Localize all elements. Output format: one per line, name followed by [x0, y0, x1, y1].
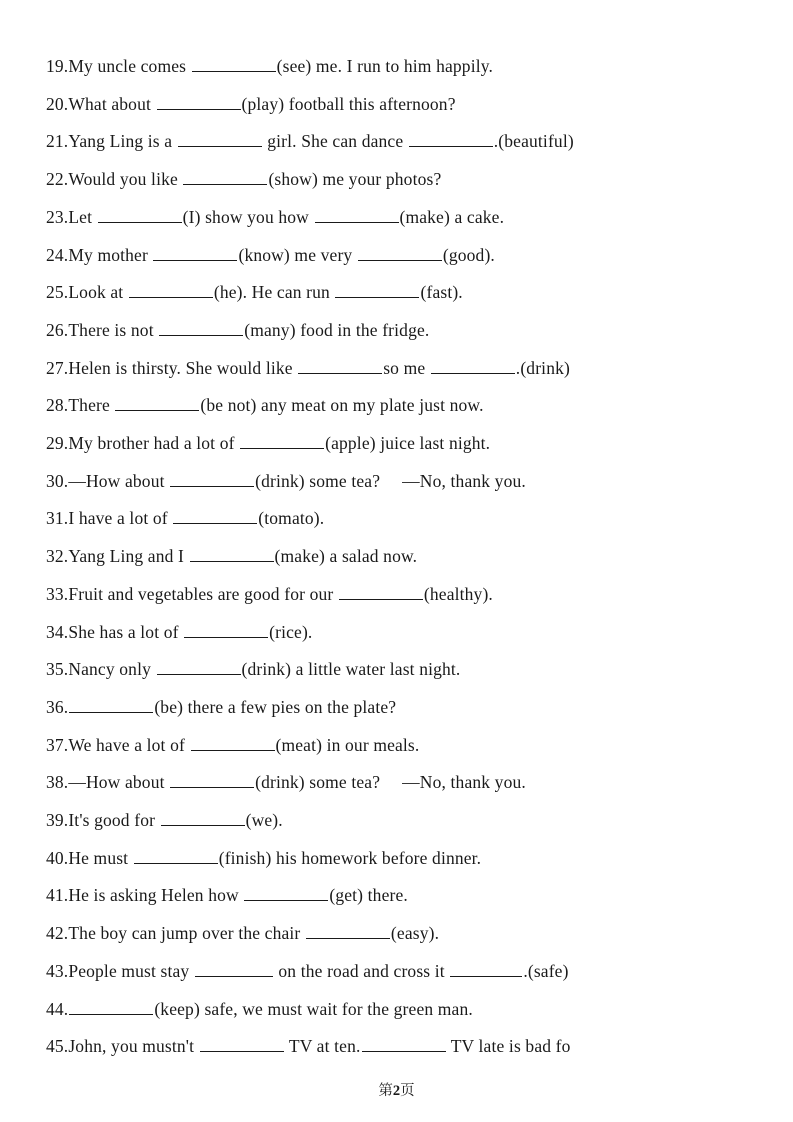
- question-line: [46, 576, 747, 614]
- question-line: [46, 161, 747, 199]
- question-number: 25.: [46, 282, 69, 303]
- answer-blank[interactable]: [200, 1035, 284, 1053]
- footer-prefix: 第: [378, 1083, 393, 1099]
- answer-blank[interactable]: [153, 243, 237, 261]
- question-text: (keep) safe, we must wait for the green man.: [154, 998, 473, 1019]
- answer-blank[interactable]: [339, 582, 423, 600]
- question-line: [46, 991, 747, 1029]
- question-text: (good).: [442, 244, 495, 265]
- answer-blank[interactable]: [134, 846, 218, 864]
- question-number: 40.: [46, 847, 69, 868]
- question-text: so me: [383, 357, 430, 378]
- question-text: He must: [68, 847, 133, 868]
- question-text: (easy).: [390, 923, 440, 944]
- question-line: [46, 727, 747, 765]
- question-text: TV late is bad fo: [446, 1036, 571, 1057]
- question-text: (fast).: [420, 282, 463, 303]
- question-text: (make) a cake.: [399, 206, 505, 227]
- question-number: 26.: [46, 319, 69, 340]
- question-text: (I) show you how: [182, 206, 314, 227]
- question-line: [46, 463, 747, 501]
- question-number: 35.: [46, 659, 69, 680]
- question-line: [46, 953, 747, 991]
- question-text: on the road and cross it: [273, 960, 450, 981]
- question-text: (healthy).: [423, 583, 493, 604]
- answer-blank[interactable]: [170, 771, 254, 789]
- answer-blank[interactable]: [173, 507, 257, 525]
- question-text: TV at ten.: [284, 1036, 361, 1057]
- answer-blank[interactable]: [195, 959, 273, 977]
- answer-blank[interactable]: [358, 243, 442, 261]
- answer-blank[interactable]: [190, 545, 274, 563]
- question-text: (apple) juice last night.: [325, 433, 491, 454]
- question-text: Nancy only: [68, 659, 156, 680]
- question-text: —No, thank you.: [402, 772, 526, 793]
- question-text: (we).: [245, 810, 283, 831]
- question-number: 27.: [46, 357, 69, 378]
- question-text: —How about: [68, 772, 170, 793]
- question-line: [46, 538, 747, 576]
- question-text: John, you mustn't: [68, 1036, 199, 1057]
- answer-blank[interactable]: [450, 959, 522, 977]
- question-line: [46, 274, 747, 312]
- answer-blank[interactable]: [157, 658, 241, 676]
- question-text: (he). He can run: [213, 282, 335, 303]
- answer-blank[interactable]: [184, 620, 268, 638]
- question-text: (drink) some tea?: [255, 470, 381, 491]
- question-number: 23.: [46, 206, 69, 227]
- question-number: 36.: [46, 696, 69, 717]
- question-number: 34.: [46, 621, 69, 642]
- answer-blank[interactable]: [183, 167, 267, 185]
- question-number: 45.: [46, 1036, 69, 1057]
- question-text: Yang Ling and I: [68, 546, 189, 567]
- question-text: (finish) his homework before dinner.: [218, 847, 482, 868]
- question-number: 19.: [46, 56, 69, 76]
- answer-blank[interactable]: [69, 997, 153, 1015]
- question-text: We have a lot of: [68, 734, 190, 755]
- question-text: My uncle comes: [68, 56, 191, 76]
- question-text: It's good for: [68, 810, 160, 831]
- question-number: 31.: [46, 508, 69, 529]
- answer-blank[interactable]: [98, 205, 182, 223]
- answer-blank[interactable]: [306, 922, 390, 940]
- question-line: [46, 500, 747, 538]
- question-text: —How about: [68, 470, 170, 491]
- question-number: 20.: [46, 93, 69, 114]
- answer-blank[interactable]: [298, 356, 382, 374]
- question-text: girl. She can dance: [262, 131, 408, 152]
- question-text: Fruit and vegetables are good for our: [68, 583, 338, 604]
- question-line: [46, 840, 747, 878]
- question-text: People must stay: [68, 960, 194, 981]
- answer-blank[interactable]: [335, 281, 419, 299]
- answer-blank[interactable]: [159, 318, 243, 336]
- question-number: 28.: [46, 395, 69, 416]
- question-text: (many) food in the fridge.: [244, 319, 430, 340]
- question-text: .(beautiful): [493, 131, 574, 152]
- question-text: (show) me your photos?: [268, 169, 442, 190]
- question-text: What about: [68, 93, 156, 114]
- question-line: [46, 86, 747, 124]
- answer-blank[interactable]: [409, 130, 493, 148]
- question-number: 29.: [46, 433, 69, 454]
- answer-blank[interactable]: [69, 695, 153, 713]
- question-text: (see) me. I run to him happily.: [276, 56, 494, 76]
- question-text: (be not) any meat on my plate just now.: [200, 395, 484, 416]
- question-text: (know) me very: [238, 244, 357, 265]
- question-number: 30.: [46, 470, 69, 491]
- answer-blank[interactable]: [115, 394, 199, 412]
- worksheet-question-list: [46, 48, 747, 1066]
- question-text: There: [68, 395, 115, 416]
- question-line: [46, 387, 747, 425]
- question-line: [46, 350, 747, 388]
- question-text: Look at: [68, 282, 128, 303]
- answer-blank[interactable]: [178, 130, 262, 148]
- question-number: 32.: [46, 546, 69, 567]
- answer-blank[interactable]: [161, 808, 245, 826]
- question-text: —No, thank you.: [402, 470, 526, 491]
- question-number: 42.: [46, 923, 69, 944]
- question-text: (play) football this afternoon?: [241, 93, 456, 114]
- question-number: 22.: [46, 169, 69, 190]
- question-number: 21.: [46, 131, 69, 152]
- question-text: (get) there.: [329, 885, 408, 906]
- question-text: .(drink): [515, 357, 570, 378]
- question-text: (drink) some tea?: [255, 772, 381, 793]
- answer-blank[interactable]: [362, 1035, 446, 1053]
- question-text: The boy can jump over the chair: [68, 923, 305, 944]
- answer-blank[interactable]: [431, 356, 515, 374]
- question-text: .(safe): [523, 960, 569, 981]
- question-line: [46, 425, 747, 463]
- question-line: [46, 1028, 747, 1066]
- answer-blank[interactable]: [129, 281, 213, 299]
- question-text: (drink) a little water last night.: [241, 659, 461, 680]
- question-line: [46, 123, 747, 161]
- question-line: [46, 614, 747, 652]
- question-line: [46, 199, 747, 237]
- question-line: [46, 877, 747, 915]
- answer-blank[interactable]: [315, 205, 399, 223]
- question-number: 44.: [46, 998, 69, 1019]
- question-text: (tomato).: [258, 508, 325, 529]
- question-text: Let: [68, 206, 97, 227]
- question-text: Would you like: [68, 169, 183, 190]
- page-footer: [0, 1079, 793, 1100]
- question-text: Yang Ling is a: [68, 131, 177, 152]
- question-text: (be) there a few pies on the plate?: [154, 696, 397, 717]
- question-line: [46, 651, 747, 689]
- question-text: He is asking Helen how: [68, 885, 244, 906]
- question-text: There is not: [68, 319, 159, 340]
- question-text: (rice).: [269, 621, 313, 642]
- question-number: 43.: [46, 960, 69, 981]
- question-line: [46, 802, 747, 840]
- footer-suffix: 页: [400, 1083, 415, 1099]
- question-line: [46, 915, 747, 953]
- question-text: She has a lot of: [68, 621, 184, 642]
- question-line: [46, 312, 747, 350]
- answer-blank[interactable]: [191, 733, 275, 751]
- question-number: 41.: [46, 885, 69, 906]
- question-number: 24.: [46, 244, 69, 265]
- question-text: My mother: [68, 244, 153, 265]
- answer-blank[interactable]: [157, 92, 241, 110]
- question-line: [46, 48, 747, 86]
- question-number: 37.: [46, 734, 69, 755]
- answer-blank[interactable]: [244, 884, 328, 902]
- question-text: I have a lot of: [68, 508, 173, 529]
- question-line: [46, 764, 747, 802]
- answer-blank[interactable]: [192, 54, 276, 72]
- footer-page-number: 2: [392, 1083, 401, 1099]
- question-number: 39.: [46, 810, 69, 831]
- question-number: 38.: [46, 772, 69, 793]
- question-line: [46, 689, 747, 727]
- question-text: My brother had a lot of: [68, 433, 240, 454]
- question-number: 33.: [46, 583, 69, 604]
- question-text: (make) a salad now.: [274, 546, 418, 567]
- question-text: (meat) in our meals.: [275, 734, 420, 755]
- answer-blank[interactable]: [240, 431, 324, 449]
- answer-blank[interactable]: [170, 469, 254, 487]
- question-line: [46, 237, 747, 275]
- question-text: Helen is thirsty. She would like: [68, 357, 298, 378]
